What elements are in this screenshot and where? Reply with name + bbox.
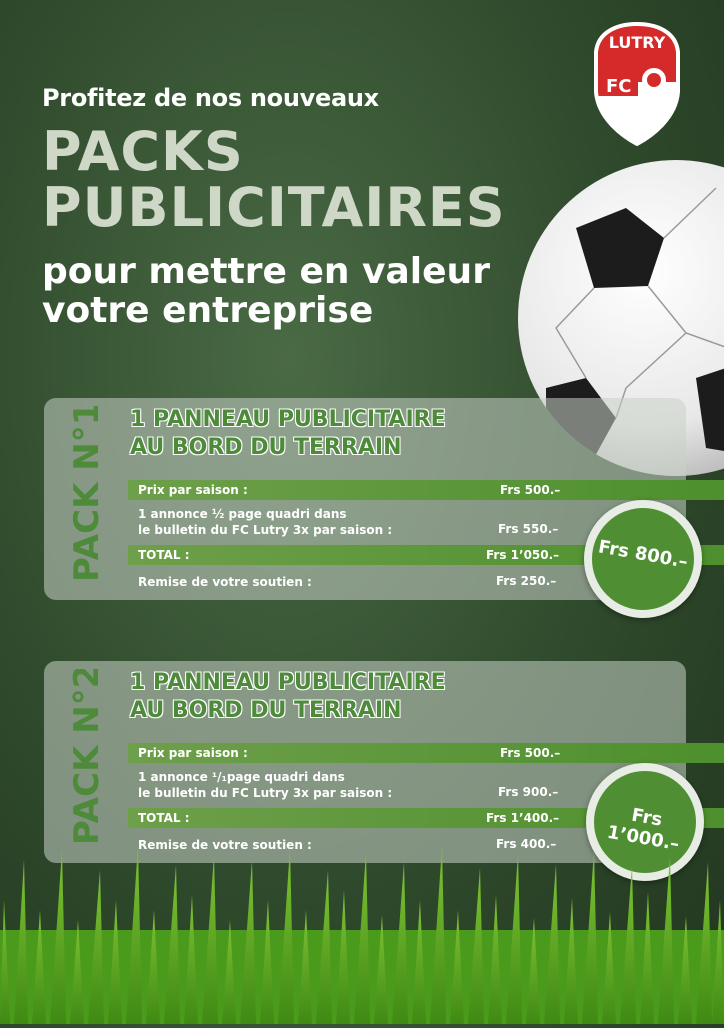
pack-2-ad-line-2: le bulletin du FC Lutry 3x par saison : [138,786,393,800]
pack-2-price-row [128,743,724,763]
pack-1-price-value: Frs 500.– [500,483,561,497]
svg-text:PACK N°2: PACK N°2 [67,669,107,845]
pack-1-discount-label: Remise de votre soutien : [138,575,312,589]
subtitle-line-1: pour mettre en valeur [42,251,490,292]
pack-1-price-label: Prix par saison : [138,483,248,497]
pack-1-discount-value: Frs 250.– [496,574,557,588]
pack-2-ad-value: Frs 900.– [498,785,559,799]
pack-2-price-value: Frs 500.– [500,746,561,760]
pack-1-panel-line-2: AU BORD DU TERRAIN [130,435,402,460]
pack-1-ad-line-2: le bulletin du FC Lutry 3x par saison : [138,523,393,537]
pack-1-price-row [128,480,724,500]
pack-2-ad-line-1: 1 annonce ¹/₁page quadri dans [138,770,345,784]
pack-2-discount-value: Frs 400.– [496,837,557,851]
pack-2-badge-price: Frs 1’000.– [605,804,681,856]
pack-1-panel-line-1: 1 PANNEAU PUBLICITAIRE [130,407,446,432]
pack-1-label [48,406,120,586]
pack-2-price-label: Prix par saison : [138,746,248,760]
pack-2-discount-label: Remise de votre soutien : [138,838,312,852]
subtitle-line-2: votre entreprise [42,290,374,331]
title-line-2: PUBLICITAIRES [42,176,506,239]
pack-2-label [48,669,120,849]
logo-top-text: LUTRY [608,33,666,52]
pack-1-price-badge [584,500,702,618]
title-line-1: PACKS [42,120,244,183]
pack-1-total-value: Frs 1’050.– [486,548,560,562]
intro-text: Profitez de nos nouveaux [42,84,379,112]
pack-2-total-value: Frs 1’400.– [486,811,560,825]
pack-2-panel-line-2: AU BORD DU TERRAIN [130,698,402,723]
pack-2-total-label: TOTAL : [138,811,190,825]
pack-2-panel-line-1: 1 PANNEAU PUBLICITAIRE [130,670,446,695]
club-logo [592,22,682,146]
grass-image [0,840,724,1024]
svg-text:PACK N°1: PACK N°1 [67,406,107,582]
pack-1-badge-price: Frs 800.– [596,536,690,573]
logo-side-text: FC [606,76,632,97]
pack-1-ad-line-1: 1 annonce ½ page quadri dans [138,507,347,521]
pack-1-total-label: TOTAL : [138,548,190,562]
pack-1-ad-value: Frs 550.– [498,522,559,536]
